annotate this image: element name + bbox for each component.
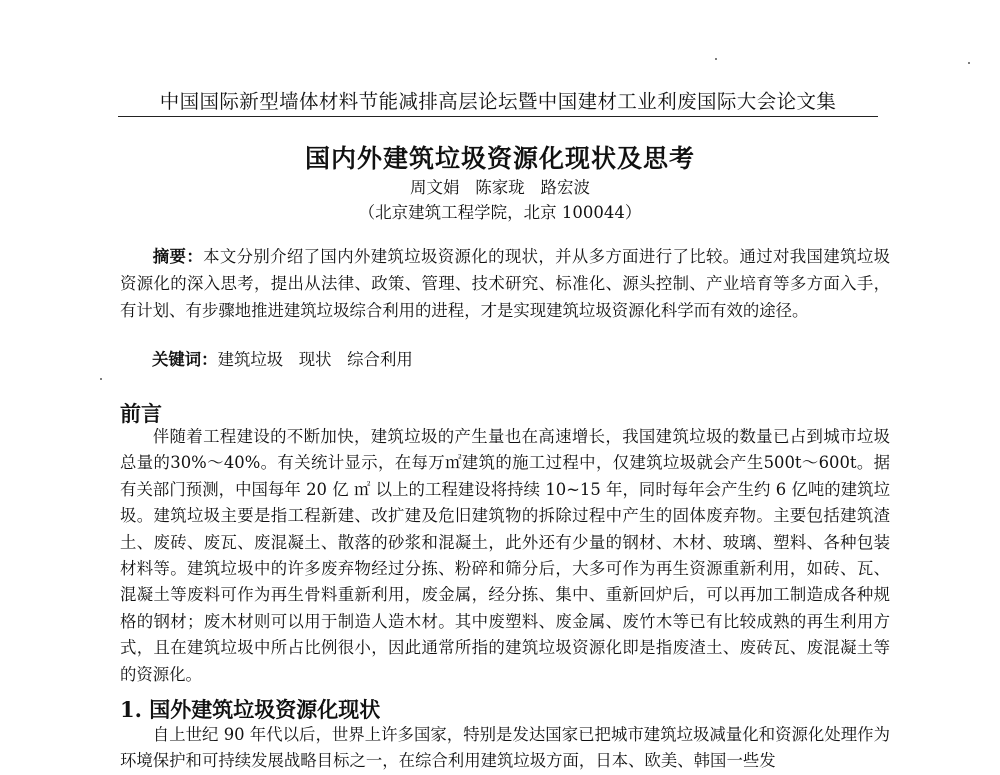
abstract-text: 本文分别介绍了国内外建筑垃圾资源化的现状，并从多方面进行了比较。通过对我国建筑垃圾资源化的深入思考，提出从法律、政策、管理、技术研究、标准化、源头控制、产业培育等多方面入手，有计划、有步骤地推进建筑垃圾综合利用的进程，才是实现建筑垃圾资源化科学而有效的途径。 bbox=[120, 247, 891, 320]
scan-speck bbox=[715, 58, 717, 60]
running-head: 中国国际新型墙体材料节能减排高层论坛暨中国建材工业利废国际大会论文集 bbox=[159, 90, 837, 113]
preface-paragraph: 伴随着工程建设的不断加快，建筑垃圾的产生量也在高速增长，我国建筑垃圾的数量已占到城市垃圾总量的30%～40%。有关统计显示，在每万㎡建筑的施工过程中，仅建筑垃圾就会产生500t～600t。据有关部门预测，中国每年 20 亿 ㎡ 以上的工程建设将持续 10~15 年，同时每年会产生约 6 亿吨的建筑垃圾。建筑垃圾主要是指工程新建、改扩建及危旧建筑物的拆除过程中产生的固体废弃物。主要包括建筑渣土、废砖、废瓦、废混凝土、散落的砂浆和混凝土，此外还有少量的钢材、木材、玻璃、塑料、各种包装材料等。建筑垃圾中的许多废弃物经过分拣、粉碎和筛分后，大多可作为再生资源重新利用，如砖、瓦、混凝土等废料可作为再生骨料重新利用，废金属，经分拣、集中、重新回炉后，可以再加工制造成各种规格的钢材；废木材则可以用于制造人造木材。其中废塑料、废金属、废竹木等已有比较成熟的再生利用方式，且在建筑垃圾中所占比例很小，因此通常所指的建筑垃圾资源化即是指废渣土、废砖瓦、废混凝土等的资源化。 bbox=[120, 427, 890, 684]
abstract bbox=[120, 243, 890, 324]
paper-title: 国内外建筑垃圾资源化现状及思考 bbox=[304, 144, 695, 173]
header-rule bbox=[118, 116, 878, 117]
keywords bbox=[152, 346, 413, 370]
abstract-label: 摘要： bbox=[152, 247, 204, 266]
author-affiliation: （北京建筑工程学院，北京 100044） bbox=[358, 203, 642, 222]
section-heading-preface: 前言 bbox=[120, 401, 162, 426]
scan-speck bbox=[100, 378, 102, 380]
keywords-text: 建筑垃圾 现状 综合利用 bbox=[217, 350, 413, 369]
section-heading-1: 1. 国外建筑垃圾资源化现状 bbox=[120, 697, 381, 722]
author-list: 周文娟 陈家珑 路宏波 bbox=[410, 178, 590, 197]
section-1-paragraph: 自上世纪 90 年代以后，世界上许多国家，特别是发达国家已把城市建筑垃圾减量化和资源化处理作为环境保护和可持续发展战略目标之一，在综合利用建筑垃圾方面，日本、欧美、韩国一些发 bbox=[120, 725, 890, 771]
keywords-label: 关键词： bbox=[152, 350, 218, 369]
scan-speck bbox=[968, 62, 970, 64]
